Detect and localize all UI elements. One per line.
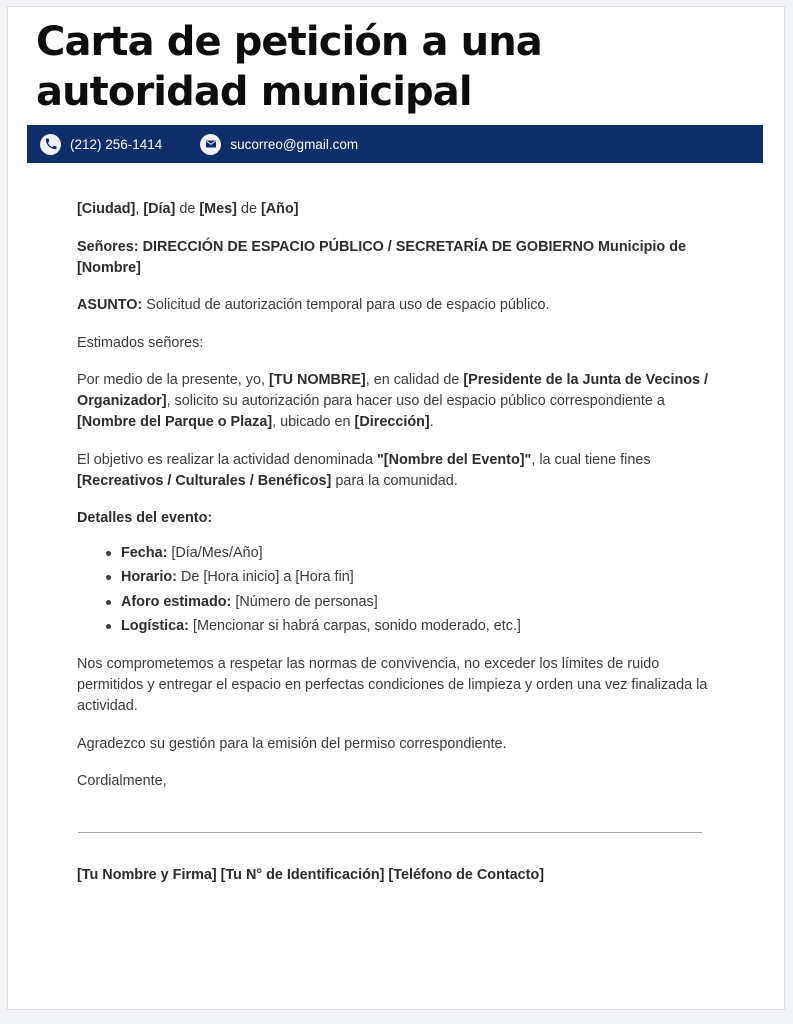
request-place-placeholder: [Nombre del Parque o Plaza] bbox=[77, 414, 273, 431]
date-line bbox=[77, 199, 724, 220]
request-address-placeholder: [Dirección] bbox=[354, 414, 430, 431]
objective-part-3: para la comunidad. bbox=[331, 472, 458, 489]
objective-paragraph bbox=[77, 450, 724, 492]
signature-rule bbox=[78, 832, 702, 833]
detail-value: [Mencionar si habrá carpas, sonido moderado, etc.] bbox=[188, 617, 521, 634]
document-page bbox=[7, 6, 785, 1010]
request-name-placeholder: [TU NOMBRE] bbox=[268, 372, 366, 389]
subject-label: ASUNTO: bbox=[77, 297, 143, 314]
list-item bbox=[121, 543, 724, 565]
objective-part-1: El objetivo es realizar la actividad denominada bbox=[77, 451, 377, 468]
request-part-1: Por medio de la presente, yo, bbox=[77, 372, 269, 389]
closing-line: Cordialmente, bbox=[77, 773, 167, 790]
date-de-1: de bbox=[175, 201, 200, 217]
objective-part-2: , la cual tiene fines bbox=[531, 451, 651, 468]
request-part-4: , ubicado en bbox=[272, 414, 355, 431]
details-heading bbox=[77, 508, 724, 529]
envelope-icon bbox=[200, 134, 221, 155]
request-part-2: , en calidad de bbox=[365, 372, 464, 389]
event-details-list bbox=[77, 543, 724, 637]
contact-phone[interactable] bbox=[40, 134, 162, 155]
email-address: sucorreo@gmail.com bbox=[230, 136, 359, 152]
objective-type-placeholder: [Recreativos / Culturales / Benéficos] bbox=[77, 472, 332, 489]
detail-value: [Día/Mes/Año] bbox=[167, 545, 263, 562]
recipient-line bbox=[77, 237, 724, 279]
letter-body bbox=[8, 163, 784, 886]
details-heading-text: Detalles del evento: bbox=[77, 510, 213, 527]
contact-email[interactable] bbox=[200, 134, 358, 155]
request-paragraph bbox=[77, 370, 724, 433]
subject-text: Solicitud de autorización temporal para uso de espacio público. bbox=[142, 297, 550, 314]
date-city: [Ciudad] bbox=[77, 201, 136, 217]
objective-event-placeholder: "[Nombre del Evento]" bbox=[376, 451, 532, 468]
greeting-line: Estimados señores: bbox=[77, 334, 204, 351]
detail-label: Horario: bbox=[121, 569, 177, 586]
list-item bbox=[121, 567, 724, 589]
list-item bbox=[121, 616, 724, 638]
contact-bar bbox=[27, 125, 763, 163]
detail-value: De [Hora inicio] a [Hora fin] bbox=[176, 569, 354, 586]
thanks-paragraph: Agradezco su gestión para la emisión del permiso correspondiente. bbox=[77, 735, 507, 752]
request-part-3: , solicito su autorización para hacer uso del espacio público correspondiente a bbox=[166, 393, 665, 410]
page-title: Carta de petición a una autoridad municipal bbox=[36, 19, 542, 115]
detail-label: Logística: bbox=[121, 617, 189, 634]
detail-label: Fecha: bbox=[121, 545, 168, 562]
list-item bbox=[121, 592, 724, 614]
phone-number: (212) 256-1414 bbox=[70, 136, 163, 152]
request-part-5: . bbox=[429, 414, 434, 431]
recipient-text: Señores: DIRECCIÓN DE ESPACIO PÚBLICO / SECRETARÍA DE GOBIERNO Municipio de [Nombre] bbox=[77, 238, 686, 276]
detail-label: Aforo estimado: bbox=[121, 593, 232, 610]
subject-line bbox=[77, 295, 724, 316]
date-de-2: de bbox=[236, 201, 261, 217]
request-role-placeholder: [Presidente de la Junta de Vecinos / Organizador] bbox=[77, 372, 709, 410]
date-comma: , bbox=[135, 201, 144, 217]
commitment-paragraph: Nos comprometemos a respetar las normas de convivencia, no exceder los límites de ruido permitidos y entregar el espacio en perfectas condiciones de limpieza y orden una vez finalizada la actividad. bbox=[77, 656, 708, 715]
detail-value: [Número de personas] bbox=[231, 593, 378, 610]
date-month: [Mes] bbox=[199, 201, 237, 217]
signature-line: [Tu Nombre y Firma] [Tu N° de Identificación] [Teléfono de Contacto] bbox=[77, 867, 545, 884]
date-day: [Día] bbox=[143, 201, 176, 217]
date-year: [Año] bbox=[260, 201, 299, 217]
phone-icon bbox=[40, 134, 61, 155]
